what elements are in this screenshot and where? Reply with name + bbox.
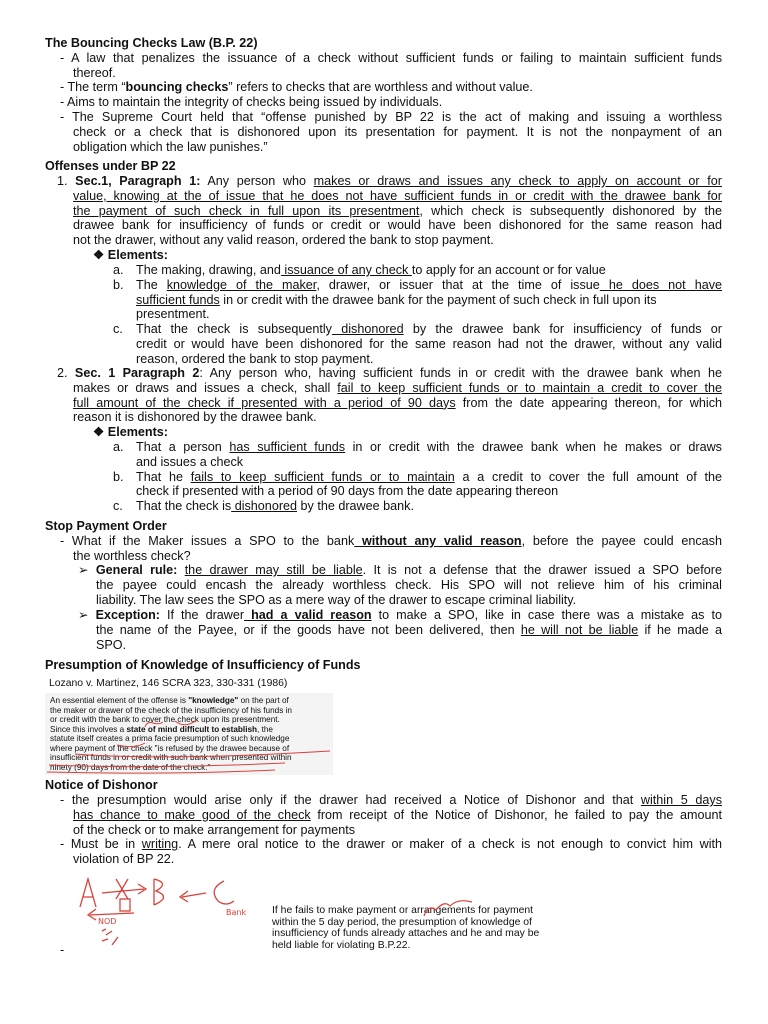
presumption-title: Presumption of Knowledge of Insufficiency of Funds bbox=[45, 658, 361, 672]
intro-3: - Aims to maintain the integrity of checks being issued by individuals. bbox=[60, 95, 443, 109]
elements-label-2: ❖ Elements: bbox=[93, 425, 168, 439]
intro-2: - The term “bouncing checks” refers to checks that are worthless and without value. bbox=[60, 80, 533, 94]
notice-title: Notice of Dishonor bbox=[45, 778, 158, 792]
intro-1: - A law that penalizes the issuance of a check without sufficient funds or failing to maintain sufficient funds thereof. bbox=[60, 51, 722, 80]
trailing-dash: - bbox=[60, 943, 65, 957]
doc-title: The Bouncing Checks Law (B.P. 22) bbox=[45, 36, 258, 50]
offense-1: 1. Sec.1, Paragraph 1: Any person who makes or draws and issues any check to apply on account or for value, knowing at the of issue that he does not have sufficient funds in or credit with the drawee bank for the payment of such check in full upon its presentment, which check is subsequently dishonored by the drawee bank for insufficiency of funds or credit or would have been dishonored for the same reason had not the drawer, without any valid reason, ordered the bank to stop payment. bbox=[57, 174, 722, 248]
sketch-drawing bbox=[72, 871, 268, 953]
side-note: If he fails to make payment or arrangements for payment within the 5 day period, the presumption of knowledge of insufficiency of funds already attaches and he and may be held liable for violating B.P.22. bbox=[272, 905, 540, 951]
svg-text:Bank: Bank bbox=[226, 908, 247, 917]
svg-text:NOD: NOD bbox=[98, 917, 117, 926]
spo-question: - What if the Maker issues a SPO to the bank without any valid reason, before the payee could encash the worthless check? bbox=[60, 534, 722, 563]
elements-label-1: ❖ Elements: bbox=[93, 248, 168, 262]
offense-1-elements: a. The making, drawing, and issuance of any check to apply for an account or for value b. The knowledge of the maker, drawer, or issuer that at the time of issue he does not have sufficient funds in or credit with the drawee bank for the payment of such check in full upon its presentment. c. That the check is subsequently dishonored by the drawee bank for insufficiency of funds or credit or would have been dishonored for the same reason had not the drawer, without any valid reason, ordered the bank to stop payment. bbox=[113, 263, 723, 366]
spo-general-rule: ➢ General rule: the drawer may still be liable. It is not a defense that the drawer issued a SPO before the payee could encash the already worthless check. His SPO will not relieve him of his criminal liability. The law sees the SPO as a mere way of the drawer to escape criminal liability. bbox=[78, 563, 722, 607]
intro-4: - The Supreme Court held that “offense punished by BP 22 is the act of making and issuing a worthless check or a check that is dishonored upon its presentation for payment. It is not the nonpayment of an obligation which the law punishes.” bbox=[60, 110, 722, 154]
case-citation: Lozano v. Martinez, 146 SCRA 323, 330-331 (1986) bbox=[49, 678, 288, 689]
side-note-annotation bbox=[414, 898, 494, 918]
case-excerpt: An essential element of the offense is "knowledge" on the part of the maker or drawer of the check of the insufficiency of his funds in or credit with the bank to cover the check upon its presentment. Since this involves a state of mind difficult to establish, the statute itself creates a prima facie presumption of such knowledge where payment of the check "is refused by the drawee because of insufficient funds in or credit with such bank when presented within ninety (90) days from the date of the check." bbox=[45, 693, 333, 775]
excerpt-annotations bbox=[45, 693, 333, 775]
offenses-title: Offenses under BP 22 bbox=[45, 159, 176, 173]
spo-exception: ➢ Exception: If the drawer had a valid reason to make a SPO, like in case there was a mistake as to the name of the Payee, or if the goods have not been delivered, then he will not be liable if he made a SPO. bbox=[78, 608, 722, 652]
notice-point-1: - the presumption would arise only if the drawer had received a Notice of Dishonor and that within 5 days has chance to make good of the check from receipt of the Notice of Dishonor, he failed to pay the amount of the check or to make arrangement for payments bbox=[60, 793, 722, 837]
offense-2: 2. Sec. 1 Paragraph 2: Any person who, having sufficient funds in or credit with the drawee bank when he makes or draws and issues a check, shall fail to keep sufficient funds or to maintain a credit to cover the full amount of the check if presented with a period of 90 days from the date appearing thereon, for which reason it is dishonored by the drawee bank. bbox=[57, 366, 722, 425]
notice-point-2: - Must be in writing. A mere oral notice to the drawer or maker of a check is not enough to convict him with violation of BP 22. bbox=[60, 837, 722, 866]
handwritten-sketch bbox=[72, 871, 268, 953]
spo-title: Stop Payment Order bbox=[45, 519, 167, 533]
offense-2-elements: a. That a person has sufficient funds in or credit with the drawee bank when he makes or draws and issues a check b. That he fails to keep sufficient funds or to maintain a a credit to cover the full amount of the check if presented with a period of 90 days from the date appearing thereon c. That the check is dishonored by the drawee bank. bbox=[113, 440, 722, 514]
